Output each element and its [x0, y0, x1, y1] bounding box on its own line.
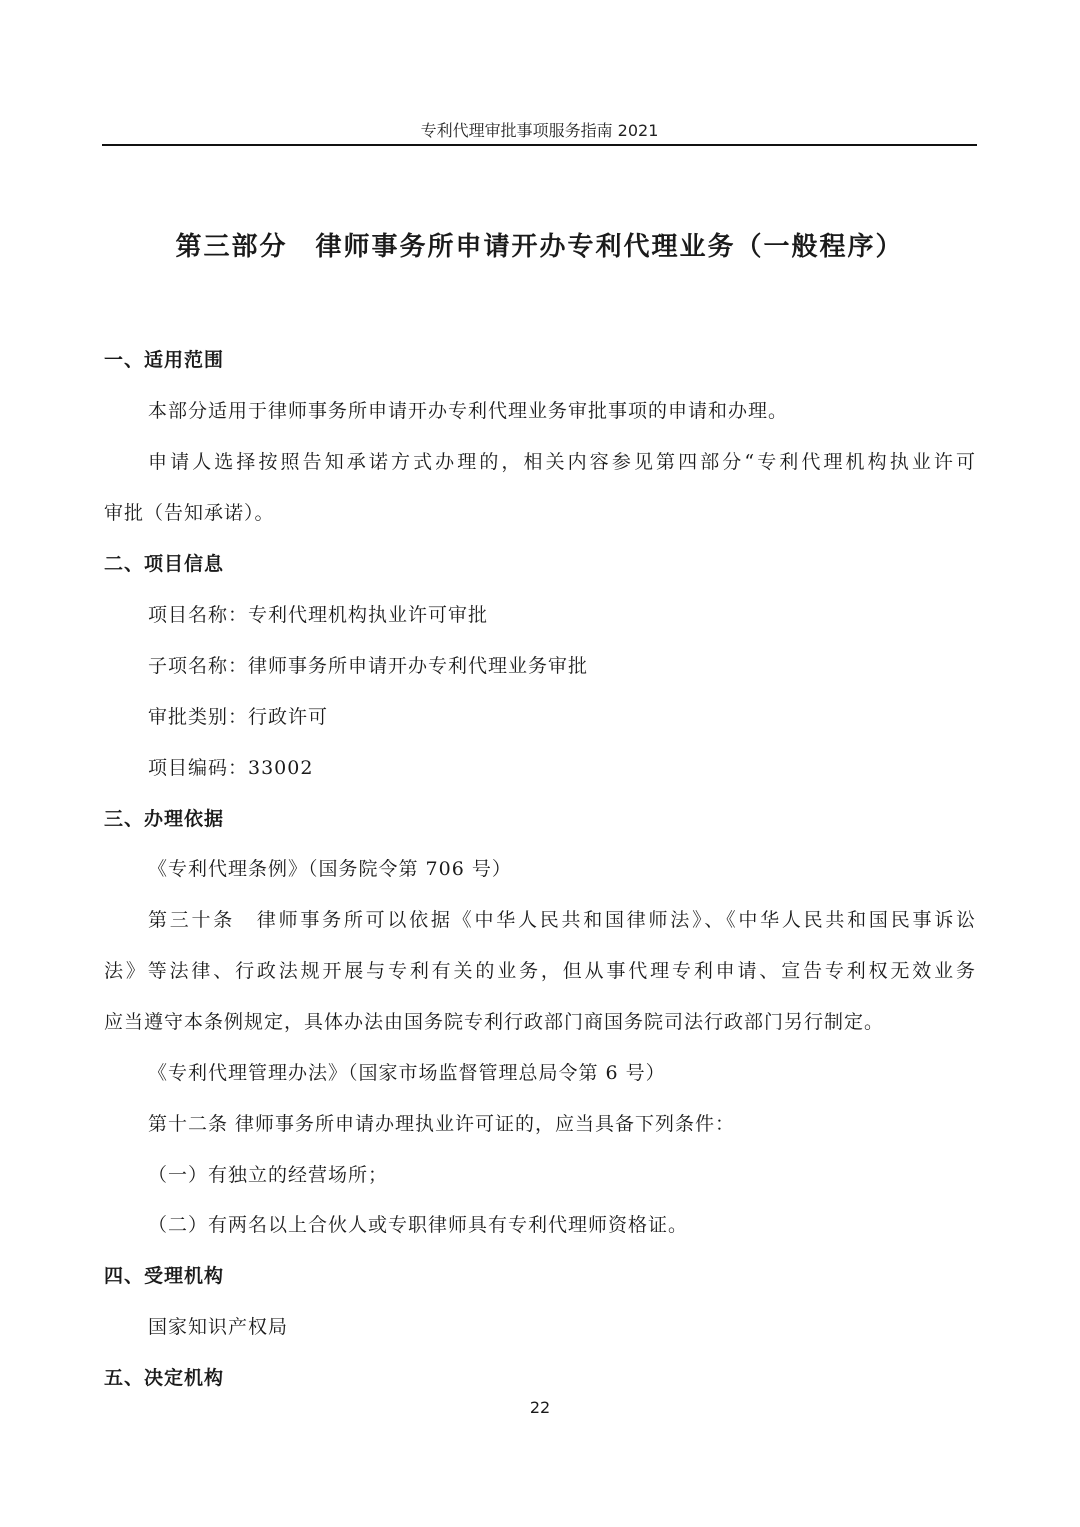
page-header: 专利代理审批事项服务指南 2021	[420, 121, 659, 140]
condition-1: （一）有独立的经营场所；	[148, 1164, 389, 1186]
scope-paragraph-2-line-1: 申请人选择按照告知承诺方式办理的，相关内容参见第四部分“专利代理机构执业许可	[148, 451, 976, 473]
page-title: 第三部分 律师事务所申请开办专利代理业务（一般程序）	[175, 232, 904, 262]
law1-title: 《专利代理条例》（国务院令第 706 号）	[148, 858, 512, 880]
page-number: 22	[529, 1398, 551, 1417]
law1-article-line-3: 应当遵守本条例规定，具体办法由国务院专利行政部门商国务院司法行政部门另行制定。	[104, 1011, 885, 1033]
law1-article-line-2: 法》等法律、行政法规开展与专利有关的业务，但从事代理专利申请、宣告专利权无效业务	[104, 960, 976, 982]
scope-paragraph-1: 本部分适用于律师事务所申请开办专利代理业务审批事项的申请和办理。	[148, 400, 789, 422]
section-heading-legal-basis: 三、办理依据	[104, 808, 225, 830]
accepting-agency: 国家知识产权局	[148, 1316, 289, 1338]
section-heading-project-info: 二、项目信息	[104, 553, 225, 575]
condition-2: （二）有两名以上合伙人或专职律师具有专利代理师资格证。	[148, 1214, 689, 1236]
section-heading-accepting-agency: 四、受理机构	[104, 1265, 225, 1287]
scope-paragraph-2-line-2: 审批（告知承诺）。	[104, 502, 275, 524]
section-heading-scope: 一、适用范围	[104, 349, 225, 371]
approval-type: 审批类别：行政许可	[148, 706, 329, 728]
item-name: 项目名称：专利代理机构执业许可审批	[148, 604, 489, 626]
header-divider	[102, 144, 977, 146]
sub-item-name: 子项名称：律师事务所申请开办专利代理业务审批	[148, 655, 589, 677]
section-heading-deciding-agency: 五、决定机构	[104, 1367, 225, 1389]
item-code: 项目编码：33002	[148, 757, 314, 779]
law2-title: 《专利代理管理办法》（国家市场监督管理总局令第 6 号）	[148, 1062, 666, 1084]
law2-article: 第十二条 律师事务所申请办理执业许可证的，应当具备下列条件：	[148, 1113, 736, 1135]
law1-article-line-1: 第三十条 律师事务所可以依据《中华人民共和国律师法》、《中华人民共和国民事诉讼	[148, 909, 976, 931]
